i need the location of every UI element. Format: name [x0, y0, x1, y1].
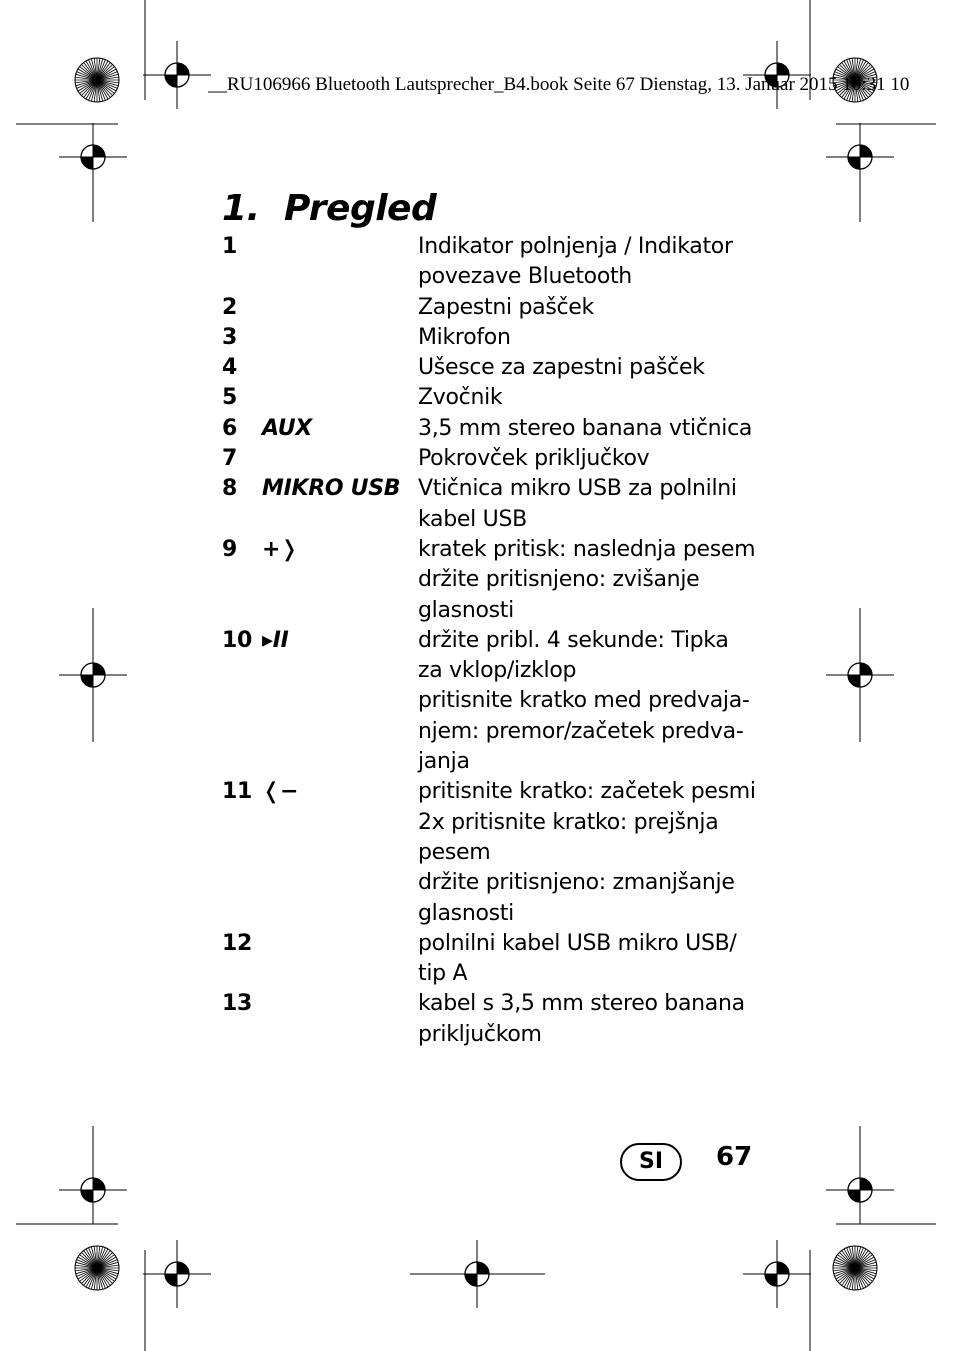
- list-item: [222, 626, 782, 777]
- crosshair-quadrant: [860, 1178, 872, 1190]
- item-key: [222, 777, 418, 928]
- description-line: za vklop/izklop: [418, 658, 577, 684]
- item-number: 6: [222, 415, 238, 441]
- crosshair-quadrant: [848, 1190, 860, 1202]
- item-description: [418, 444, 782, 474]
- crosshair-quadrant: [81, 157, 93, 169]
- description-line: kabel s 3,5 mm stereo banana: [418, 991, 745, 1017]
- item-key: [222, 444, 418, 474]
- description-line: Zapestni pašček: [418, 294, 594, 320]
- item-key: [222, 989, 418, 1050]
- item-description: [418, 293, 782, 323]
- crosshair-quadrant: [93, 663, 105, 675]
- description-line: kabel USB: [418, 506, 527, 532]
- list-item: [222, 444, 782, 474]
- item-number: 4: [222, 355, 238, 381]
- description-line: držite pritisnjeno: zvišanje: [418, 567, 700, 593]
- item-description: [418, 777, 782, 928]
- crosshair-quadrant: [860, 145, 872, 157]
- item-symbol: +❭: [262, 536, 299, 562]
- crosshair-quadrant: [465, 1274, 477, 1286]
- item-key: [222, 474, 418, 535]
- description-line: Mikrofon: [418, 324, 511, 350]
- description-line: držite pritisnjeno: zmanjšanje: [418, 870, 735, 896]
- description-line: pritisnite kratko med predvaja-: [418, 688, 750, 714]
- item-key: [222, 353, 418, 383]
- description-line: njem: premor/začetek predva-: [418, 718, 744, 744]
- item-description: [418, 535, 782, 626]
- description-line: glasnosti: [418, 597, 514, 623]
- description-line: 2x pritisnite kratko: prejšnja: [418, 809, 719, 835]
- section-number: 1.: [222, 188, 260, 229]
- crosshair-quadrant: [777, 1262, 789, 1274]
- crosshair-quadrant: [848, 675, 860, 687]
- item-number: 3: [222, 324, 238, 350]
- item-key: [222, 414, 418, 444]
- description-line: kratek pritisk: naslednja pesem: [418, 536, 756, 562]
- item-number: 11: [222, 779, 253, 805]
- item-symbol: ▸II: [262, 627, 289, 653]
- description-line: Indikator polnjenja / Indikator: [418, 234, 733, 259]
- list-item: [222, 293, 782, 323]
- item-number: 13: [222, 991, 253, 1017]
- item-description: [418, 989, 782, 1050]
- crosshair-quadrant: [81, 1190, 93, 1202]
- crosshair-quadrant: [165, 1274, 177, 1286]
- description-line: janja: [418, 749, 470, 775]
- list-item: [222, 414, 782, 444]
- item-symbol: MIKRO USB: [262, 476, 401, 502]
- crosshair-quadrant: [848, 157, 860, 169]
- description-line: držite pribl. 4 sekunde: Tipka: [418, 627, 729, 653]
- crosshair-quadrant: [93, 1178, 105, 1190]
- item-description: [418, 232, 782, 293]
- description-line: Zvočnik: [418, 385, 503, 411]
- item-description: [418, 626, 782, 777]
- list-item: [222, 323, 782, 353]
- item-symbol: AUX: [262, 415, 312, 441]
- description-line: Ušesce za zapestni pašček: [418, 355, 705, 381]
- item-number: 8: [222, 476, 238, 502]
- item-key: [222, 535, 418, 626]
- item-description: [418, 383, 782, 413]
- item-description: [418, 353, 782, 383]
- crosshair-quadrant: [860, 663, 872, 675]
- description-line: Pokrovček priključkov: [418, 446, 650, 472]
- item-number: 2: [222, 294, 238, 320]
- parts-list: [222, 232, 782, 1050]
- crosshair-quadrant: [177, 63, 189, 75]
- crosshair-quadrant: [765, 1274, 777, 1286]
- list-item: [222, 929, 782, 990]
- crosshair-quadrant: [81, 675, 93, 687]
- section-title-text: Pregled: [284, 188, 437, 229]
- list-item: [222, 777, 782, 928]
- item-key: [222, 323, 418, 353]
- section-title: [222, 188, 436, 229]
- item-symbol: ❬−: [262, 779, 299, 805]
- crosshair-quadrant: [165, 75, 177, 87]
- item-description: [418, 414, 782, 444]
- item-key: [222, 293, 418, 323]
- item-key: [222, 232, 418, 293]
- item-key: [222, 626, 418, 777]
- item-number: 12: [222, 930, 253, 956]
- description-line: pesem: [418, 839, 491, 865]
- item-description: [418, 929, 782, 990]
- item-number: 5: [222, 385, 238, 411]
- list-item: [222, 989, 782, 1050]
- item-description: [418, 474, 782, 535]
- item-number: 10: [222, 627, 253, 653]
- description-line: Vtičnica mikro USB za polnilni: [418, 476, 737, 502]
- item-key: [222, 383, 418, 413]
- item-number: 9: [222, 536, 238, 562]
- item-number: 1: [222, 234, 238, 259]
- description-line: 3,5 mm stereo banana vtičnica: [418, 415, 753, 441]
- crosshair-quadrant: [93, 145, 105, 157]
- description-line: glasnosti: [418, 900, 514, 926]
- list-item: [222, 353, 782, 383]
- description-line: pritisnite kratko: začetek pesmi: [418, 779, 756, 805]
- item-description: [418, 323, 782, 353]
- print-header-line: __RU106966 Bluetooth Lautsprecher_B4.book Seite 67 Dienstag, 13. Januar 2015 10:31 10: [208, 74, 910, 95]
- item-key: [222, 929, 418, 990]
- page-number: 67: [716, 1142, 753, 1172]
- crosshair-quadrant: [477, 1262, 489, 1274]
- crosshair-quadrant: [177, 1262, 189, 1274]
- item-number: 7: [222, 446, 238, 472]
- description-line: tip A: [418, 961, 468, 987]
- description-line: polnilni kabel USB mikro USB/: [418, 930, 737, 956]
- list-item: [222, 535, 782, 626]
- list-item: [222, 383, 782, 413]
- list-item: [222, 232, 782, 293]
- description-line: priključkom: [418, 1021, 542, 1047]
- description-line: povezave Bluetooth: [418, 264, 632, 290]
- language-badge: SI: [620, 1143, 682, 1181]
- list-item: [222, 474, 782, 535]
